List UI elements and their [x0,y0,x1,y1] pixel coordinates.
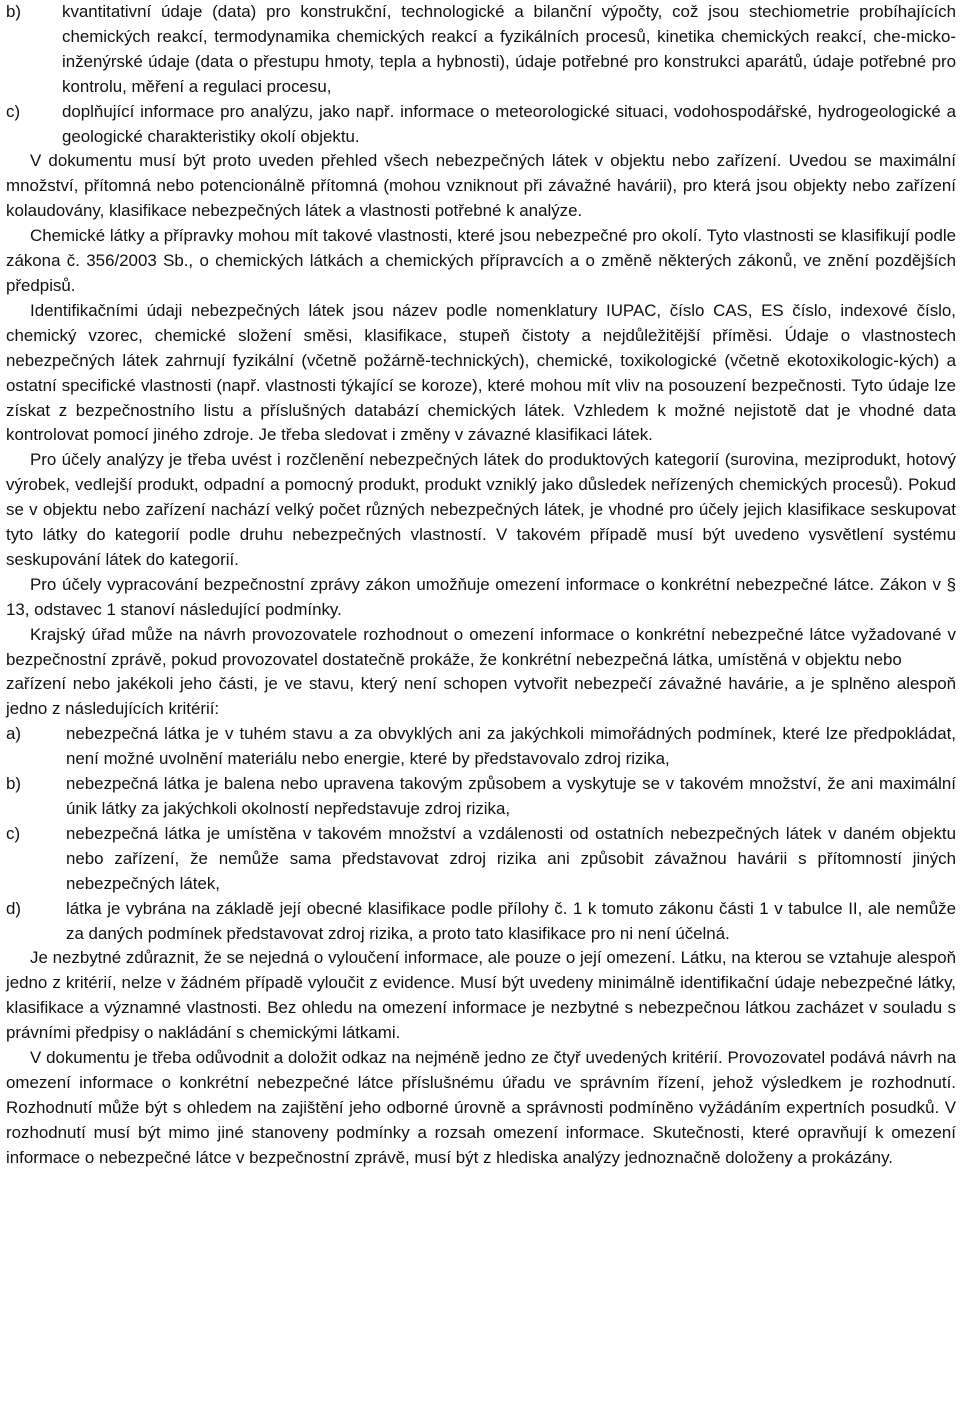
list-label: b) [6,774,22,794]
list-item-c [6,100,956,150]
paragraph-continuation: zařízení nebo jakékoli jeho části, je ve stavu, který není schopen vytvořit nebezpečí závažné havárie, a je splněno alespoň jedno z následujících kritérií: [6,674,956,719]
criterion-c [6,822,956,897]
document-page [6,0,956,1171]
list-label: c) [6,101,21,121]
paragraph: Identifikačními údaji nebezpečných látek jsou název podle nomenklatury IUPAC, číslo CAS, ES číslo, indexové číslo, chemický vzorec, chemické složení směsi, klasifikace, stupeň čistoty a nejdůležitější příměsi. Údaje o vlastnostech nebezpečných látek zahrnují fyzikální (včetně požárně-technických), chemické, toxikologické (včetně ekotoxikologic-kých) a ostatní specifické vlastnosti (např. vlastnosti týkající se koroze), které mohou mít vliv na posouzení bezpečnosti. Tyto údaje lze získat z bezpečnostního listu a příslušných databází chemických látek. Vzhledem k možné nejistotě dat je vhodné data kontrolovat pomocí jiného zdroje. Je třeba sledovat i změny v závazné klasifikaci látek. [6,300,956,445]
list-label: a) [6,724,22,744]
list-label: b) [6,2,22,21]
paragraph: Pro účely analýzy je třeba uvést i rozčlenění nebezpečných látek do produktových kategorií (surovina, meziprodukt, hotový výrobek, vedlejší produkt, odpadní a pomocný produkt, produkt vzniklý jako důsledek neřízených chemických procesů). Pokud se v objektu nebo zařízení nachází velký počet různých nebezpečných látek, je vhodné pro účely jejich klasifikace seskupovat tyto látky do kategorií podle druhu nebezpečných vlastností. V takovém případě musí být uvedeno vysvětlení systému seskupování látek do kategorií. [6,450,956,569]
paragraph: Chemické látky a přípravky mohou mít takové vlastnosti, které jsou nebezpečné pro okolí. Tyto vlastnosti se klasifikují podle zákona č. 356/2003 Sb., o chemických látkách a chemických přípravcích a o změně některých zákonů, ve znění pozdějších předpisů. [6,226,956,295]
criterion-b [6,772,956,822]
paragraph: V dokumentu musí být proto uveden přehled všech nebezpečných látek v objektu nebo zařízení. Uvedou se maximální množství, přítomná nebo potencionálně přítomná (mohou vzniknout při závažné havárii), pro která jsou objekty nebo zařízení kolaudovány, klasifikace nebezpečných látek a vlastnosti potřebné k analýze. [6,151,956,221]
criterion-d [6,897,956,947]
list-text: látka je vybrána na základě její obecné klasifikace podle přílohy č. 1 k tomuto zákonu části 1 v tabulce II, ale nemůže za daných podmínek představovat zdroj rizika, a proto tato klasifikace pro ni není účelná. [66,898,956,943]
paragraph: Pro účely vypracování bezpečnostní zprávy zákon umožňuje omezení informace o konkrétní nebezpečné látce. Zákon v § 13, odstavec 1 stanoví následující podmínky. [6,574,956,619]
paragraph: Je nezbytné zdůraznit, že se nejedná o vyloučení informace, ale pouze o její omezení. Látku, na kterou se vztahuje alespoň jedno z kritérií, nelze v žádném případě vyloučit z evidence. Musí být uvedeny minimálně identifikační údaje nebezpečné látky, klasifikace a významné vlastnosti. Bez ohledu na omezení informace je nezbytné s nebezpečnou látkou zacházet v souladu s právními předpisy o nakládání s chemickými látkami. [6,948,956,1043]
list-text: doplňující informace pro analýzu, jako např. informace o meteorologické situaci, vodohospodářské, hydrogeologické a geologické charakteristiky okolí objektu. [62,101,956,146]
list-text: kvantitativní údaje (data) pro konstrukční, technologické a bilanční výpočty, což jsou stechiometrie probíhajících chemických reakcí, termodynamika chemických reakcí a fyzikálních procesů, kinetika chemických reakcí, che-micko-inženýrské údaje (data o přestupu hmoty, tepla a hybnosti), údaje potřebné pro konstrukci aparátů, údaje potřebné pro kontrolu, měření a regulaci procesu, [62,2,956,96]
criterion-a [6,722,956,772]
list-text: nebezpečná látka je v tuhém stavu a za obvyklých ani za jakýchkoli mimořádných podmínek, které lze předpokládat, není možné uvolnění materiálu nebo energie, které by představovalo zdroj rizika, [66,724,956,769]
list-item-b [6,0,956,100]
list-label: d) [6,898,22,918]
list-text: nebezpečná látka je umístěna v takovém množství a vzdálenosti od ostatních nebezpečných látek v daném objektu nebo zařízení, že nemůže sama představovat zdroj rizika ani způsobit závažnou havárii s přítomností jiných nebezpečných látek, [66,823,956,893]
list-label: c) [6,823,21,843]
paragraph: V dokumentu je třeba odůvodnit a doložit odkaz na nejméně jedno ze čtyř uvedených kritérií. Provozovatel podává návrh na omezení informace o konkrétní nebezpečné látce příslušnému úřadu ve správním řízení, jehož výsledkem je rozhodnutí. Rozhodnutí může být s ohledem na zajištění jeho odborné úrovně a správnosti podmíněno vyžádáním expertních posudků. V rozhodnutí musí být mimo jiné stanoveny podmínky a rozsah omezení informace. Skutečnosti, které opravňují k omezení informace o nebezpečné látce v bezpečnostní zprávě, musí být z hlediska analýzy jednoznačně doloženy a prokázány. [6,1048,956,1167]
list-text: nebezpečná látka je balena nebo upravena takovým způsobem a vyskytuje se v takovém množství, že ani maximální únik látky za jakýchkoli okolností nepředstavuje zdroj rizika, [66,774,956,818]
paragraph: Krajský úřad může na návrh provozovatele rozhodnout o omezení informace o konkrétní nebezpečné látce vyžadované v bezpečnostní zprávě, pokud provozovatel dostatečně prokáže, že konkrétní nebezpečná látka, umístěná v objektu nebo [6,624,956,669]
